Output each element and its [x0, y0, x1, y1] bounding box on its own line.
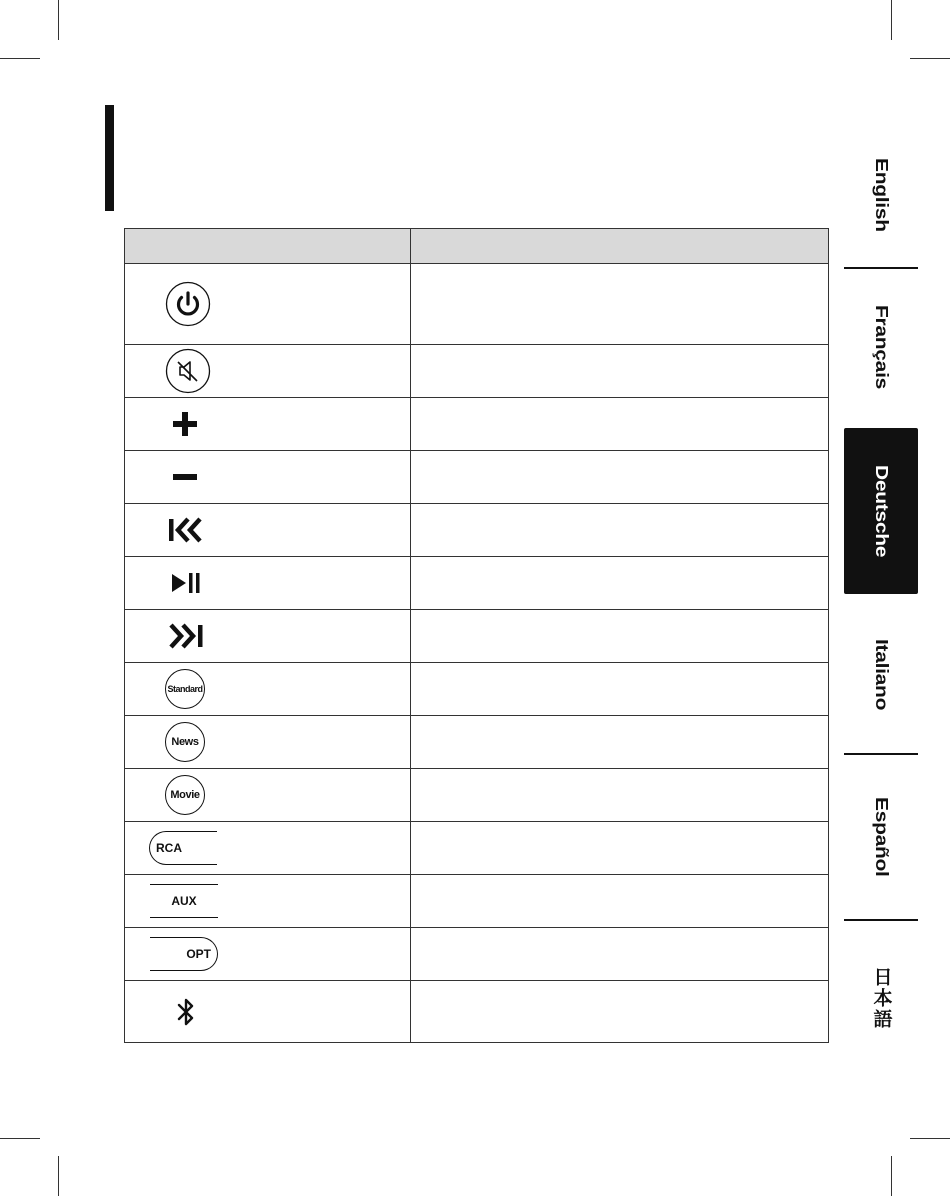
crop-mark	[0, 1138, 40, 1139]
table-row	[125, 398, 829, 451]
table-header-control	[125, 229, 411, 264]
tab-italiano[interactable]	[844, 599, 918, 751]
tab-francais[interactable]	[844, 271, 918, 423]
table-row	[125, 875, 829, 928]
news-mode-icon	[160, 718, 210, 766]
rca-input-icon	[149, 831, 217, 865]
description-cell	[411, 451, 829, 504]
rca-label: RCA	[156, 841, 182, 855]
description-cell	[411, 264, 829, 345]
table-row	[125, 345, 829, 398]
movie-mode-icon	[160, 771, 210, 819]
icon-cell	[125, 822, 411, 875]
tab-japanese-label: 日本語	[870, 966, 892, 1030]
icon-cell	[125, 928, 411, 981]
description-cell	[411, 875, 829, 928]
crop-mark	[910, 58, 950, 59]
crop-mark	[910, 1138, 950, 1139]
description-cell	[411, 504, 829, 557]
tab-deutsche[interactable]	[844, 428, 918, 594]
description-cell	[411, 769, 829, 822]
crop-mark	[891, 0, 892, 40]
description-cell	[411, 345, 829, 398]
icon-cell	[125, 557, 411, 610]
description-cell	[411, 822, 829, 875]
play-pause-icon	[161, 559, 211, 607]
description-cell	[411, 716, 829, 769]
description-cell	[411, 981, 829, 1043]
aux-input-icon	[150, 884, 218, 918]
description-cell	[411, 610, 829, 663]
table-row	[125, 451, 829, 504]
aux-label: AUX	[171, 894, 197, 908]
table-row	[125, 769, 829, 822]
icon-cell	[125, 345, 411, 398]
icon-cell	[125, 398, 411, 451]
tab-english-label: English	[871, 158, 891, 232]
description-cell	[411, 928, 829, 981]
tab-espanol-label: Español	[871, 797, 891, 877]
crop-mark	[58, 0, 59, 40]
crop-mark	[0, 58, 40, 59]
icon-cell	[125, 663, 411, 716]
description-cell	[411, 557, 829, 610]
tab-italiano-label: Italiano	[871, 639, 891, 711]
tab-divider	[844, 267, 918, 269]
opt-label: OPT	[186, 947, 211, 961]
mute-icon	[163, 347, 213, 395]
crop-mark	[891, 1156, 892, 1196]
tab-deutsche-label: Deutsche	[871, 464, 891, 558]
tab-japanese[interactable]	[844, 923, 918, 1073]
movie-mode-label: Movie	[165, 775, 205, 815]
table-row	[125, 504, 829, 557]
plus-icon	[160, 400, 210, 448]
table-row	[125, 822, 829, 875]
power-icon	[163, 280, 213, 328]
minus-icon	[160, 453, 210, 501]
icon-cell	[125, 981, 411, 1043]
tab-francais-label: Français	[871, 305, 891, 389]
table-header-row	[125, 229, 829, 264]
table-row	[125, 981, 829, 1043]
icon-cell	[125, 264, 411, 345]
description-cell	[411, 663, 829, 716]
news-mode-label: News	[165, 722, 205, 762]
icon-cell	[125, 875, 411, 928]
icon-cell	[125, 504, 411, 557]
icon-cell	[125, 610, 411, 663]
icon-cell	[125, 716, 411, 769]
bluetooth-icon	[161, 988, 211, 1036]
next-icon	[161, 612, 211, 660]
icon-cell	[125, 451, 411, 504]
tab-divider	[844, 919, 918, 921]
tab-divider	[844, 753, 918, 755]
table-row	[125, 716, 829, 769]
table-row	[125, 557, 829, 610]
table-row	[125, 610, 829, 663]
standard-mode-icon	[160, 665, 210, 713]
table-row	[125, 264, 829, 345]
table-row	[125, 663, 829, 716]
standard-mode-label: Standard	[165, 669, 205, 709]
previous-icon	[161, 506, 211, 554]
tab-espanol[interactable]	[844, 757, 918, 917]
controls-table	[124, 228, 829, 1043]
table-header-function	[411, 229, 829, 264]
opt-input-icon	[150, 937, 218, 971]
crop-mark	[58, 1156, 59, 1196]
tab-english[interactable]	[844, 125, 918, 265]
icon-cell	[125, 769, 411, 822]
description-cell	[411, 398, 829, 451]
table-row	[125, 928, 829, 981]
section-title-bar	[105, 105, 114, 211]
